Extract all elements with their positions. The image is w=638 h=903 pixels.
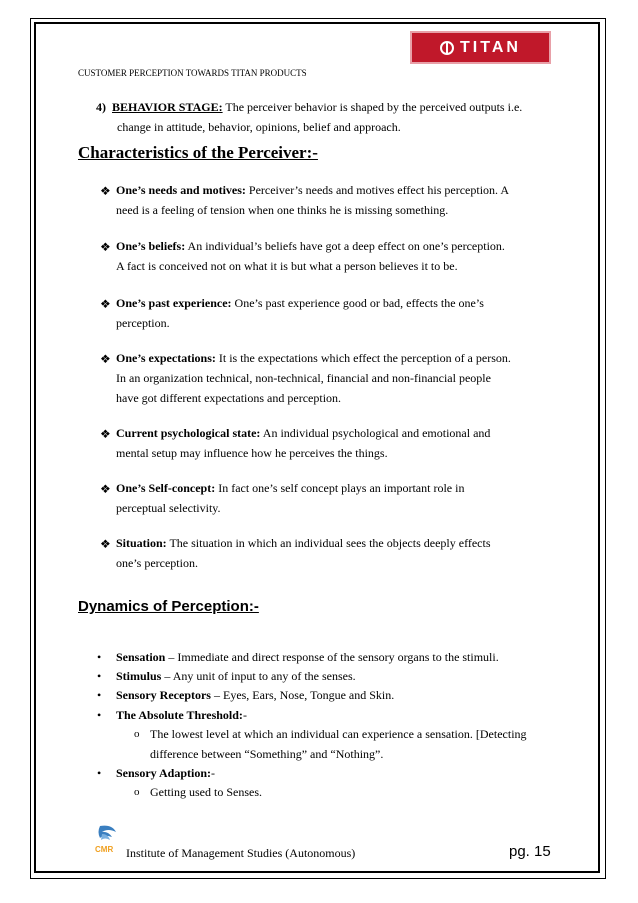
dynamics-list-item: • The Absolute Threshold:-	[116, 705, 576, 725]
dynamics-list-item: • Sensation – Immediate and direct response of the sensory organs to the stimuli.	[116, 647, 576, 667]
hollow-bullet-icon: o	[134, 728, 140, 740]
characteristic-item: ❖ One’s Self-concept: In fact one’s self concept plays an important role in perceptual selectivity.	[100, 481, 465, 515]
characteristic-item: ❖ One’s beliefs: An individual’s beliefs have got a deep effect on one’s perception. A fact is conceived not on what it is but what a person believes it to be.	[100, 239, 505, 273]
characteristics-heading: Characteristics of the Perceiver:-	[78, 143, 318, 162]
bullet-dot-icon: •	[97, 688, 102, 702]
diamond-bullet-icon: ❖	[100, 482, 111, 496]
dynamics-list-item: • Sensory Adaption:-	[116, 763, 576, 783]
cmr-swirl-icon	[94, 822, 120, 856]
svg-text:CMR: CMR	[95, 845, 114, 854]
bullet-dot-icon: •	[97, 766, 102, 780]
diamond-bullet-icon: ❖	[100, 427, 111, 441]
diamond-bullet-icon: ❖	[100, 352, 111, 366]
threshold-sub-item: o The lowest level at which an individual can experience a sensation. [Detecting difference between “Something” and “Nothing”.	[150, 724, 570, 764]
diamond-bullet-icon: ❖	[100, 240, 111, 254]
diamond-bullet-icon: ❖	[100, 184, 111, 198]
hollow-bullet-icon: o	[134, 786, 140, 798]
bullet-dot-icon: •	[97, 650, 102, 664]
titan-logo-text: TITAN	[460, 38, 521, 56]
page-number: pg. 15	[509, 843, 551, 860]
dynamics-list-item: • Stimulus – Any unit of input to any of the senses.	[116, 666, 576, 686]
characteristic-item: ❖ One’s needs and motives: Perceiver’s needs and motives effect his perception. A need is a feeling of tension when one thinks he is missing something.	[100, 183, 510, 217]
cmr-logo	[94, 822, 120, 856]
behavior-stage-item	[96, 97, 576, 137]
stage-number: 4)	[96, 100, 106, 114]
stage-term: BEHAVIOR STAGE:	[112, 100, 223, 114]
bullet-dot-icon: •	[97, 669, 102, 683]
characteristic-item: ❖ One’s past experience: One’s past experience good or bad, effects the one’s perception.	[100, 296, 484, 330]
diamond-bullet-icon: ❖	[100, 537, 111, 551]
adaption-sub-item: o Getting used to Senses.	[150, 782, 570, 802]
page-header-title: CUSTOMER PERCEPTION TOWARDS TITAN PRODUCTS	[78, 68, 307, 78]
diamond-bullet-icon: ❖	[100, 297, 111, 311]
dynamics-heading: Dynamics of Perception:-	[78, 598, 259, 615]
dynamics-list-item: • Sensory Receptors – Eyes, Ears, Nose, Tongue and Skin.	[116, 685, 576, 705]
titan-mark-icon	[440, 41, 454, 55]
characteristic-item: ❖ Current psychological state: An individual psychological and emotional and mental setup may influence how he perceives the things.	[100, 426, 491, 460]
characteristic-item: ❖ Situation: The situation in which an individual sees the objects deeply effects one’s perception.	[100, 536, 491, 570]
titan-logo	[410, 31, 551, 64]
stage-text-line2: change in attitude, behavior, opinions, belief and approach.	[117, 120, 401, 134]
bullet-dot-icon: •	[97, 708, 102, 722]
characteristic-item: ❖ One’s expectations: It is the expectations which effect the perception of a person. In an organization technical, non-technical, financial and non-financial people have got different expectations and perception.	[100, 351, 511, 405]
stage-text-line1: The perceiver behavior is shaped by the perceived outputs i.e.	[222, 100, 523, 114]
footer-institute: Institute of Management Studies (Autonomous)	[126, 846, 356, 860]
